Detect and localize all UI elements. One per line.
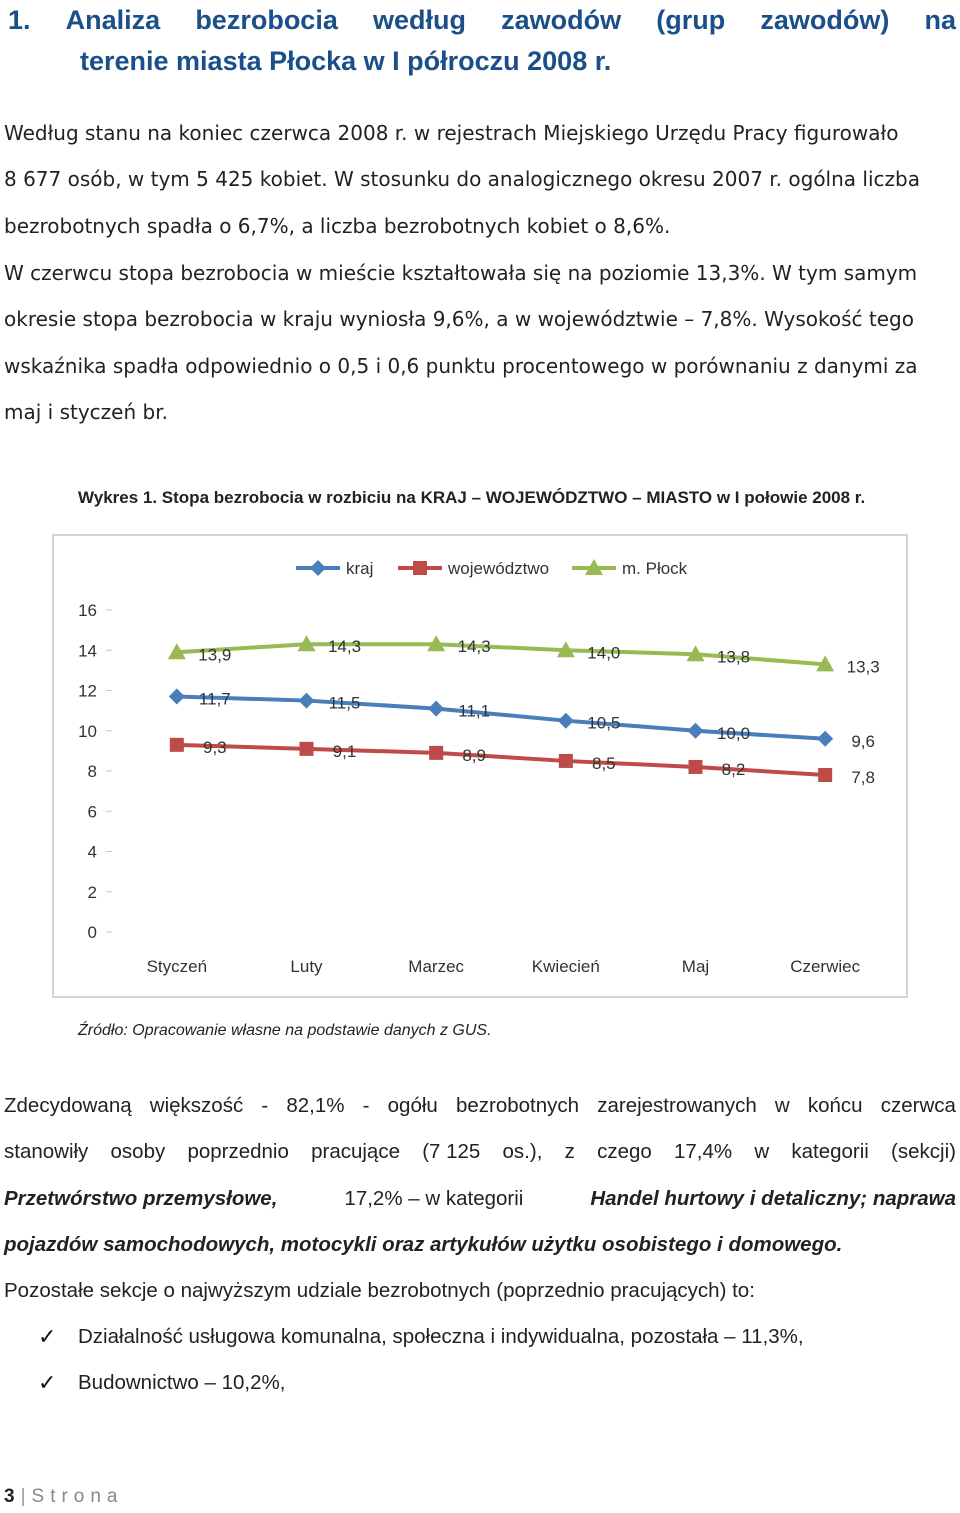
- paragraph-line: [4, 1083, 956, 1129]
- data-label: 9,3: [203, 737, 227, 757]
- data-label: 8,9: [462, 745, 486, 765]
- y-tick-label: 14: [78, 641, 97, 661]
- paragraph-unemployment-rate: [4, 250, 956, 435]
- paragraph-line: [4, 1176, 956, 1222]
- paragraph-line: [4, 1129, 956, 1175]
- paragraph-word: z: [564, 1140, 575, 1164]
- paragraph-word: zarejestrowanych: [597, 1094, 757, 1117]
- data-label: 11,5: [328, 693, 361, 713]
- y-tick-label: 10: [78, 721, 97, 741]
- data-point: [559, 754, 573, 768]
- legend-label: kraj: [346, 559, 374, 578]
- list-item: [4, 1314, 956, 1360]
- sector-share: 17,2% – w kategorii: [344, 1186, 524, 1210]
- checkmark-icon: ✓: [38, 1370, 57, 1396]
- heading-line-1: [8, 0, 956, 41]
- x-tick-label: Czerwiec: [790, 957, 861, 976]
- page-footer: [4, 1486, 124, 1508]
- heading-word: 1.: [8, 5, 31, 35]
- x-tick-label: Marzec: [408, 957, 465, 976]
- paragraph-word: pracujące: [311, 1140, 400, 1164]
- y-tick-label: 4: [87, 842, 97, 862]
- data-point: [558, 713, 574, 729]
- sector-name: Przetwórstwo przemysłowe,: [4, 1186, 278, 1210]
- data-label: 8,2: [721, 759, 746, 779]
- legend-label: m. Płock: [622, 559, 688, 578]
- heading-word: według: [372, 5, 466, 35]
- paragraph-line: maj i styczeń br.: [4, 399, 168, 424]
- paragraph-word: osoby: [110, 1140, 166, 1164]
- sector-list: [4, 1314, 956, 1407]
- paragraph-sectors: [4, 1083, 956, 1314]
- y-tick-label: 16: [78, 601, 97, 620]
- data-point: [817, 731, 833, 747]
- paragraph-word: 82,1%: [286, 1094, 345, 1117]
- data-point: [429, 746, 443, 760]
- x-tick-label: Styczeń: [146, 957, 208, 976]
- heading-word: zawodów: [501, 5, 622, 35]
- data-point: [428, 701, 444, 717]
- paragraph-word: (7 125: [422, 1140, 481, 1164]
- data-label: 9,6: [851, 731, 875, 751]
- sector-name: Handel hurtowy i detaliczny; naprawa: [590, 1186, 956, 1210]
- page-number: 3: [4, 1486, 15, 1507]
- paragraph-line: 8 677 osób, w tym 5 425 kobiet. W stosunku do analogicznego okresu 2007 r. ogólna liczba: [4, 167, 920, 192]
- data-label: 13,9: [198, 645, 232, 665]
- data-label: 9,1: [332, 741, 357, 761]
- y-tick-label: 8: [87, 762, 97, 781]
- data-point: [413, 561, 427, 575]
- paragraph-word: stanowiły: [4, 1140, 89, 1164]
- list-item-text: Działalność usługowa komunalna, społeczna i indywidualna, pozostała – 11,3%,: [78, 1325, 804, 1348]
- paragraph-line: wskaźnika spadła odpowiednio o 0,5 i 0,6 punktu procentowego w porównaniu z danymi za: [4, 353, 918, 378]
- x-tick-label: Maj: [681, 957, 710, 976]
- data-label: 14,3: [457, 637, 491, 657]
- data-label: 7,8: [851, 768, 875, 788]
- data-point: [310, 560, 326, 576]
- paragraph-line: W czerwcu stopa bezrobocia w mieście kształtowała się na poziomie 13,3%. W tym samym: [4, 261, 918, 285]
- data-point: [689, 760, 703, 774]
- paragraph-word: Zdecydowaną: [4, 1094, 132, 1117]
- heading-word: Analiza: [65, 5, 161, 35]
- paragraph-intro: [4, 110, 956, 249]
- section-heading: [8, 0, 956, 82]
- paragraph-word: (sekcji): [891, 1140, 956, 1164]
- footer-separator: |: [20, 1486, 26, 1507]
- paragraph-word: czego: [597, 1140, 652, 1164]
- data-point: [300, 742, 314, 756]
- paragraph-word: -: [362, 1094, 370, 1117]
- legend-label: województwo: [448, 559, 550, 578]
- heading-word: (grup: [656, 5, 726, 35]
- x-tick-label: Luty: [290, 957, 323, 976]
- y-tick-label: 2: [87, 882, 97, 902]
- paragraph-word: poprzednio: [187, 1140, 289, 1164]
- paragraph-word: os.),: [502, 1140, 543, 1164]
- paragraph-word: w: [754, 1140, 770, 1164]
- data-point: [688, 723, 704, 739]
- data-label: 13,3: [846, 657, 880, 677]
- chart-canvas: [54, 536, 910, 1000]
- paragraph-word: -: [261, 1094, 269, 1117]
- data-label: 10,5: [587, 713, 621, 733]
- heading-line-2: terenie miasta Płocka w I półroczu 2008 r.: [80, 46, 612, 76]
- data-point: [169, 689, 185, 705]
- data-point: [299, 693, 315, 709]
- paragraph-line: bezrobotnych spadła o 6,7%, a liczba bezrobotnych kobiet o 8,6%.: [4, 213, 671, 238]
- data-label: 13,8: [716, 647, 751, 667]
- paragraph-word: końcu: [807, 1094, 863, 1117]
- paragraph-word: kategorii: [791, 1140, 869, 1164]
- paragraph-line: okresie stopa bezrobocia w kraju wyniosła 9,6%, a w województwie – 7,8%. Wysokość tego: [4, 307, 914, 332]
- y-tick-label: 0: [87, 923, 97, 942]
- data-point: [170, 738, 184, 752]
- data-label: 11,1: [458, 701, 491, 721]
- page-label: Strona: [31, 1486, 124, 1507]
- heading-word: na: [924, 5, 956, 35]
- paragraph-word: w: [774, 1094, 790, 1117]
- paragraph-word: 17,4%: [673, 1140, 733, 1164]
- data-label: 8,5: [592, 753, 616, 773]
- x-tick-label: Kwiecień: [531, 957, 600, 976]
- data-label: 10,0: [716, 723, 751, 743]
- figure-caption: Wykres 1. Stopa bezrobocia w rozbiciu na KRAJ – WOJEWÓDZTWO – MIASTO w I połowie 2008 r.: [78, 488, 866, 507]
- list-item-text: Budownictwo – 10,2%,: [78, 1371, 286, 1395]
- data-label: 14,0: [587, 643, 621, 663]
- data-label: 11,7: [198, 689, 231, 709]
- heading-word: zawodów): [760, 5, 890, 35]
- sector-name: pojazdów samochodowych, motocykli oraz artykułów użytku osobistego i domowego.: [4, 1232, 843, 1256]
- y-tick-label: 12: [78, 681, 97, 701]
- data-point: [818, 768, 832, 782]
- figure-source: Źródło: Opracowanie własne na podstawie danych z GUS.: [78, 1022, 492, 1039]
- y-tick-label: 6: [87, 802, 97, 822]
- paragraph-line: Pozostałe sekcje o najwyższym udziale bezrobotnych (poprzednio pracujących) to:: [4, 1279, 755, 1303]
- paragraph-word: większość: [149, 1094, 244, 1117]
- data-label: 14,3: [327, 637, 362, 657]
- paragraph-word: ogółu: [387, 1094, 438, 1117]
- paragraph-line: Według stanu na koniec czerwca 2008 r. w rejestrach Miejskiego Urzędu Pracy figurowało: [4, 121, 899, 145]
- line-chart: [52, 534, 908, 998]
- checkmark-icon: ✓: [38, 1324, 57, 1349]
- paragraph-word: czerwca: [880, 1094, 956, 1117]
- list-item: [4, 1360, 956, 1406]
- paragraph-word: bezrobotnych: [455, 1094, 580, 1117]
- heading-word: bezrobocia: [195, 5, 338, 35]
